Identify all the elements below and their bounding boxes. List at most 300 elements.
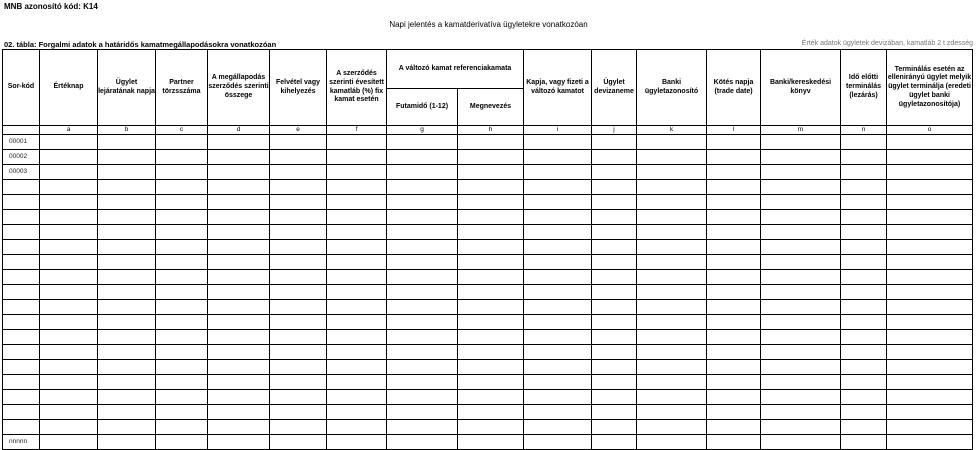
data-cell[interactable] (707, 180, 761, 195)
data-cell[interactable] (637, 150, 707, 165)
data-cell[interactable] (156, 345, 208, 360)
data-cell[interactable] (524, 195, 592, 210)
data-cell[interactable] (841, 420, 887, 435)
data-cell[interactable] (458, 135, 524, 150)
data-cell[interactable] (98, 420, 156, 435)
data-cell[interactable] (841, 270, 887, 285)
data-cell[interactable] (458, 225, 524, 240)
data-cell[interactable] (98, 285, 156, 300)
data-cell[interactable] (761, 375, 841, 390)
data-cell[interactable] (387, 315, 458, 330)
data-cell[interactable] (637, 345, 707, 360)
data-cell[interactable] (208, 375, 270, 390)
data-cell[interactable] (208, 300, 270, 315)
data-cell[interactable] (761, 240, 841, 255)
data-cell[interactable] (841, 390, 887, 405)
data-cell[interactable] (40, 405, 98, 420)
data-cell[interactable] (208, 210, 270, 225)
data-cell[interactable] (327, 195, 387, 210)
data-cell[interactable] (592, 195, 637, 210)
data-cell[interactable] (270, 345, 327, 360)
data-cell[interactable] (387, 270, 458, 285)
data-cell[interactable] (387, 375, 458, 390)
data-cell[interactable] (327, 315, 387, 330)
data-cell[interactable] (270, 255, 327, 270)
data-cell[interactable] (841, 165, 887, 180)
data-cell[interactable] (637, 255, 707, 270)
data-cell[interactable] (887, 375, 973, 390)
data-cell[interactable] (841, 330, 887, 345)
data-cell[interactable] (887, 435, 973, 450)
data-cell[interactable] (270, 195, 327, 210)
data-cell[interactable] (98, 150, 156, 165)
data-cell[interactable] (761, 405, 841, 420)
data-cell[interactable] (98, 360, 156, 375)
data-cell[interactable] (270, 405, 327, 420)
data-cell[interactable] (208, 315, 270, 330)
data-cell[interactable] (327, 180, 387, 195)
data-cell[interactable] (98, 330, 156, 345)
data-cell[interactable] (592, 390, 637, 405)
data-cell[interactable] (524, 345, 592, 360)
data-cell[interactable] (270, 360, 327, 375)
data-cell[interactable] (761, 270, 841, 285)
data-cell[interactable] (270, 180, 327, 195)
data-cell[interactable] (387, 435, 458, 450)
data-cell[interactable] (592, 375, 637, 390)
data-cell[interactable] (156, 270, 208, 285)
data-cell[interactable] (524, 300, 592, 315)
data-cell[interactable] (208, 180, 270, 195)
data-cell[interactable] (707, 390, 761, 405)
data-cell[interactable] (637, 240, 707, 255)
data-cell[interactable] (327, 225, 387, 240)
data-cell[interactable] (637, 420, 707, 435)
data-cell[interactable] (458, 375, 524, 390)
data-cell[interactable] (887, 330, 973, 345)
data-cell[interactable] (270, 375, 327, 390)
data-cell[interactable] (841, 180, 887, 195)
data-cell[interactable] (327, 360, 387, 375)
data-cell[interactable] (761, 195, 841, 210)
data-cell[interactable] (524, 270, 592, 285)
data-cell[interactable] (707, 225, 761, 240)
data-cell[interactable] (208, 195, 270, 210)
data-cell[interactable] (887, 345, 973, 360)
data-cell[interactable] (524, 315, 592, 330)
data-cell[interactable] (156, 420, 208, 435)
data-cell[interactable] (270, 435, 327, 450)
data-cell[interactable] (387, 225, 458, 240)
data-cell[interactable] (707, 435, 761, 450)
data-cell[interactable] (887, 210, 973, 225)
data-cell[interactable] (387, 255, 458, 270)
data-cell[interactable] (270, 315, 327, 330)
data-cell[interactable] (524, 210, 592, 225)
data-cell[interactable] (98, 135, 156, 150)
data-cell[interactable] (707, 300, 761, 315)
data-cell[interactable] (592, 345, 637, 360)
data-cell[interactable] (887, 315, 973, 330)
data-cell[interactable] (98, 255, 156, 270)
data-cell[interactable] (327, 150, 387, 165)
data-cell[interactable] (592, 225, 637, 240)
data-cell[interactable] (270, 210, 327, 225)
data-cell[interactable] (156, 195, 208, 210)
data-cell[interactable] (270, 165, 327, 180)
data-cell[interactable] (156, 315, 208, 330)
data-cell[interactable] (327, 165, 387, 180)
data-cell[interactable] (208, 135, 270, 150)
data-cell[interactable] (637, 210, 707, 225)
data-cell[interactable] (327, 420, 387, 435)
data-cell[interactable] (761, 165, 841, 180)
data-cell[interactable] (156, 300, 208, 315)
data-cell[interactable] (841, 225, 887, 240)
data-cell[interactable] (592, 150, 637, 165)
data-cell[interactable] (592, 285, 637, 300)
data-cell[interactable] (841, 285, 887, 300)
data-cell[interactable] (270, 285, 327, 300)
data-cell[interactable] (458, 210, 524, 225)
data-cell[interactable] (592, 360, 637, 375)
data-cell[interactable] (156, 285, 208, 300)
data-cell[interactable] (841, 435, 887, 450)
data-cell[interactable] (208, 240, 270, 255)
data-cell[interactable] (524, 360, 592, 375)
data-cell[interactable] (156, 375, 208, 390)
data-cell[interactable] (887, 165, 973, 180)
data-cell[interactable] (761, 255, 841, 270)
data-cell[interactable] (707, 165, 761, 180)
data-cell[interactable] (208, 285, 270, 300)
data-cell[interactable] (761, 315, 841, 330)
data-cell[interactable] (327, 330, 387, 345)
data-cell[interactable] (887, 270, 973, 285)
data-cell[interactable] (156, 330, 208, 345)
data-cell[interactable] (761, 390, 841, 405)
data-cell[interactable] (592, 210, 637, 225)
data-cell[interactable] (707, 375, 761, 390)
data-cell[interactable] (98, 165, 156, 180)
data-cell[interactable] (387, 345, 458, 360)
data-cell[interactable] (208, 150, 270, 165)
data-cell[interactable] (841, 240, 887, 255)
data-cell[interactable] (524, 165, 592, 180)
data-cell[interactable] (40, 210, 98, 225)
data-cell[interactable] (98, 195, 156, 210)
data-cell[interactable] (327, 255, 387, 270)
data-cell[interactable] (637, 225, 707, 240)
data-cell[interactable] (270, 330, 327, 345)
data-cell[interactable] (524, 435, 592, 450)
data-cell[interactable] (841, 375, 887, 390)
data-cell[interactable] (707, 345, 761, 360)
data-cell[interactable] (208, 270, 270, 285)
data-cell[interactable] (458, 255, 524, 270)
data-cell[interactable] (637, 360, 707, 375)
data-cell[interactable] (327, 345, 387, 360)
data-cell[interactable] (458, 285, 524, 300)
data-cell[interactable] (458, 390, 524, 405)
data-cell[interactable] (98, 180, 156, 195)
data-cell[interactable] (387, 300, 458, 315)
data-cell[interactable] (208, 390, 270, 405)
data-cell[interactable] (387, 360, 458, 375)
data-cell[interactable] (637, 195, 707, 210)
data-cell[interactable] (156, 435, 208, 450)
data-cell[interactable] (524, 225, 592, 240)
data-cell[interactable] (592, 135, 637, 150)
data-cell[interactable] (637, 165, 707, 180)
data-cell[interactable] (270, 390, 327, 405)
data-cell[interactable] (40, 375, 98, 390)
data-cell[interactable] (327, 300, 387, 315)
data-cell[interactable] (270, 225, 327, 240)
data-cell[interactable] (98, 315, 156, 330)
data-cell[interactable] (387, 285, 458, 300)
data-cell[interactable] (40, 270, 98, 285)
data-cell[interactable] (887, 225, 973, 240)
data-cell[interactable] (887, 195, 973, 210)
data-cell[interactable] (458, 315, 524, 330)
data-cell[interactable] (98, 210, 156, 225)
data-cell[interactable] (387, 330, 458, 345)
data-cell[interactable] (208, 345, 270, 360)
data-cell[interactable] (40, 360, 98, 375)
data-cell[interactable] (40, 420, 98, 435)
data-cell[interactable] (156, 210, 208, 225)
data-cell[interactable] (887, 255, 973, 270)
data-cell[interactable] (208, 405, 270, 420)
data-cell[interactable] (841, 315, 887, 330)
data-cell[interactable] (707, 285, 761, 300)
data-cell[interactable] (637, 285, 707, 300)
data-cell[interactable] (40, 225, 98, 240)
data-cell[interactable] (156, 390, 208, 405)
data-cell[interactable] (761, 285, 841, 300)
data-cell[interactable] (592, 270, 637, 285)
data-cell[interactable] (208, 225, 270, 240)
data-cell[interactable] (458, 405, 524, 420)
data-cell[interactable] (592, 435, 637, 450)
data-cell[interactable] (156, 225, 208, 240)
data-cell[interactable] (458, 270, 524, 285)
data-cell[interactable] (637, 270, 707, 285)
data-cell[interactable] (208, 360, 270, 375)
data-cell[interactable] (98, 225, 156, 240)
data-cell[interactable] (592, 180, 637, 195)
data-cell[interactable] (40, 135, 98, 150)
data-cell[interactable] (524, 255, 592, 270)
data-cell[interactable] (156, 255, 208, 270)
data-cell[interactable] (270, 240, 327, 255)
data-cell[interactable] (592, 330, 637, 345)
data-cell[interactable] (592, 405, 637, 420)
data-cell[interactable] (841, 150, 887, 165)
data-cell[interactable] (887, 300, 973, 315)
data-cell[interactable] (327, 375, 387, 390)
data-cell[interactable] (637, 300, 707, 315)
data-cell[interactable] (707, 270, 761, 285)
data-cell[interactable] (40, 165, 98, 180)
data-cell[interactable] (98, 375, 156, 390)
data-cell[interactable] (524, 180, 592, 195)
data-cell[interactable] (458, 240, 524, 255)
data-cell[interactable] (208, 165, 270, 180)
data-cell[interactable] (637, 135, 707, 150)
data-cell[interactable] (887, 180, 973, 195)
data-cell[interactable] (40, 315, 98, 330)
data-cell[interactable] (156, 150, 208, 165)
data-cell[interactable] (327, 210, 387, 225)
data-cell[interactable] (208, 330, 270, 345)
data-cell[interactable] (524, 150, 592, 165)
data-cell[interactable] (40, 435, 98, 450)
data-cell[interactable] (841, 360, 887, 375)
data-cell[interactable] (156, 180, 208, 195)
data-cell[interactable] (387, 150, 458, 165)
data-cell[interactable] (327, 405, 387, 420)
data-cell[interactable] (327, 390, 387, 405)
data-cell[interactable] (592, 240, 637, 255)
data-cell[interactable] (707, 255, 761, 270)
data-cell[interactable] (707, 135, 761, 150)
data-cell[interactable] (524, 285, 592, 300)
data-cell[interactable] (40, 330, 98, 345)
data-cell[interactable] (524, 390, 592, 405)
data-cell[interactable] (458, 300, 524, 315)
data-cell[interactable] (841, 300, 887, 315)
data-cell[interactable] (637, 390, 707, 405)
data-cell[interactable] (327, 135, 387, 150)
data-cell[interactable] (458, 435, 524, 450)
data-cell[interactable] (156, 360, 208, 375)
data-cell[interactable] (524, 420, 592, 435)
data-cell[interactable] (887, 405, 973, 420)
data-cell[interactable] (458, 360, 524, 375)
data-cell[interactable] (327, 285, 387, 300)
data-cell[interactable] (270, 270, 327, 285)
data-cell[interactable] (270, 135, 327, 150)
data-cell[interactable] (98, 240, 156, 255)
data-cell[interactable] (887, 360, 973, 375)
data-cell[interactable] (707, 315, 761, 330)
data-cell[interactable] (40, 255, 98, 270)
data-cell[interactable] (327, 435, 387, 450)
data-cell[interactable] (707, 210, 761, 225)
data-cell[interactable] (40, 390, 98, 405)
data-cell[interactable] (98, 390, 156, 405)
data-cell[interactable] (637, 375, 707, 390)
data-cell[interactable] (887, 420, 973, 435)
data-cell[interactable] (761, 135, 841, 150)
data-cell[interactable] (761, 225, 841, 240)
data-cell[interactable] (707, 150, 761, 165)
data-cell[interactable] (387, 405, 458, 420)
data-cell[interactable] (841, 195, 887, 210)
data-cell[interactable] (458, 330, 524, 345)
data-cell[interactable] (156, 405, 208, 420)
data-cell[interactable] (841, 345, 887, 360)
data-cell[interactable] (40, 195, 98, 210)
data-cell[interactable] (592, 420, 637, 435)
data-cell[interactable] (40, 300, 98, 315)
data-cell[interactable] (761, 435, 841, 450)
data-cell[interactable] (387, 180, 458, 195)
data-cell[interactable] (156, 240, 208, 255)
data-cell[interactable] (761, 345, 841, 360)
data-cell[interactable] (387, 165, 458, 180)
data-cell[interactable] (208, 255, 270, 270)
data-cell[interactable] (761, 330, 841, 345)
data-cell[interactable] (387, 195, 458, 210)
data-cell[interactable] (761, 360, 841, 375)
data-cell[interactable] (524, 405, 592, 420)
data-cell[interactable] (458, 180, 524, 195)
data-cell[interactable] (841, 405, 887, 420)
data-cell[interactable] (637, 435, 707, 450)
data-cell[interactable] (40, 345, 98, 360)
data-cell[interactable] (458, 150, 524, 165)
data-cell[interactable] (327, 240, 387, 255)
data-cell[interactable] (524, 240, 592, 255)
data-cell[interactable] (707, 195, 761, 210)
data-cell[interactable] (761, 150, 841, 165)
data-cell[interactable] (887, 135, 973, 150)
data-cell[interactable] (637, 405, 707, 420)
data-cell[interactable] (458, 195, 524, 210)
data-cell[interactable] (637, 315, 707, 330)
data-cell[interactable] (387, 420, 458, 435)
data-cell[interactable] (40, 285, 98, 300)
data-cell[interactable] (887, 150, 973, 165)
data-cell[interactable] (98, 300, 156, 315)
data-cell[interactable] (40, 150, 98, 165)
data-cell[interactable] (156, 135, 208, 150)
data-cell[interactable] (208, 420, 270, 435)
data-cell[interactable] (592, 315, 637, 330)
data-cell[interactable] (327, 270, 387, 285)
data-cell[interactable] (270, 300, 327, 315)
data-cell[interactable] (707, 405, 761, 420)
data-cell[interactable] (98, 435, 156, 450)
data-cell[interactable] (707, 420, 761, 435)
data-cell[interactable] (592, 300, 637, 315)
data-cell[interactable] (592, 165, 637, 180)
data-cell[interactable] (40, 240, 98, 255)
data-cell[interactable] (761, 180, 841, 195)
data-cell[interactable] (761, 210, 841, 225)
data-cell[interactable] (98, 270, 156, 285)
data-cell[interactable] (524, 375, 592, 390)
data-cell[interactable] (841, 210, 887, 225)
data-cell[interactable] (637, 180, 707, 195)
data-cell[interactable] (458, 345, 524, 360)
data-cell[interactable] (387, 240, 458, 255)
data-cell[interactable] (887, 240, 973, 255)
data-cell[interactable] (524, 135, 592, 150)
data-cell[interactable] (270, 420, 327, 435)
data-cell[interactable] (208, 435, 270, 450)
data-cell[interactable] (707, 240, 761, 255)
data-cell[interactable] (98, 405, 156, 420)
data-cell[interactable] (458, 420, 524, 435)
data-cell[interactable] (156, 165, 208, 180)
data-cell[interactable] (524, 330, 592, 345)
data-cell[interactable] (387, 135, 458, 150)
data-cell[interactable] (458, 165, 524, 180)
